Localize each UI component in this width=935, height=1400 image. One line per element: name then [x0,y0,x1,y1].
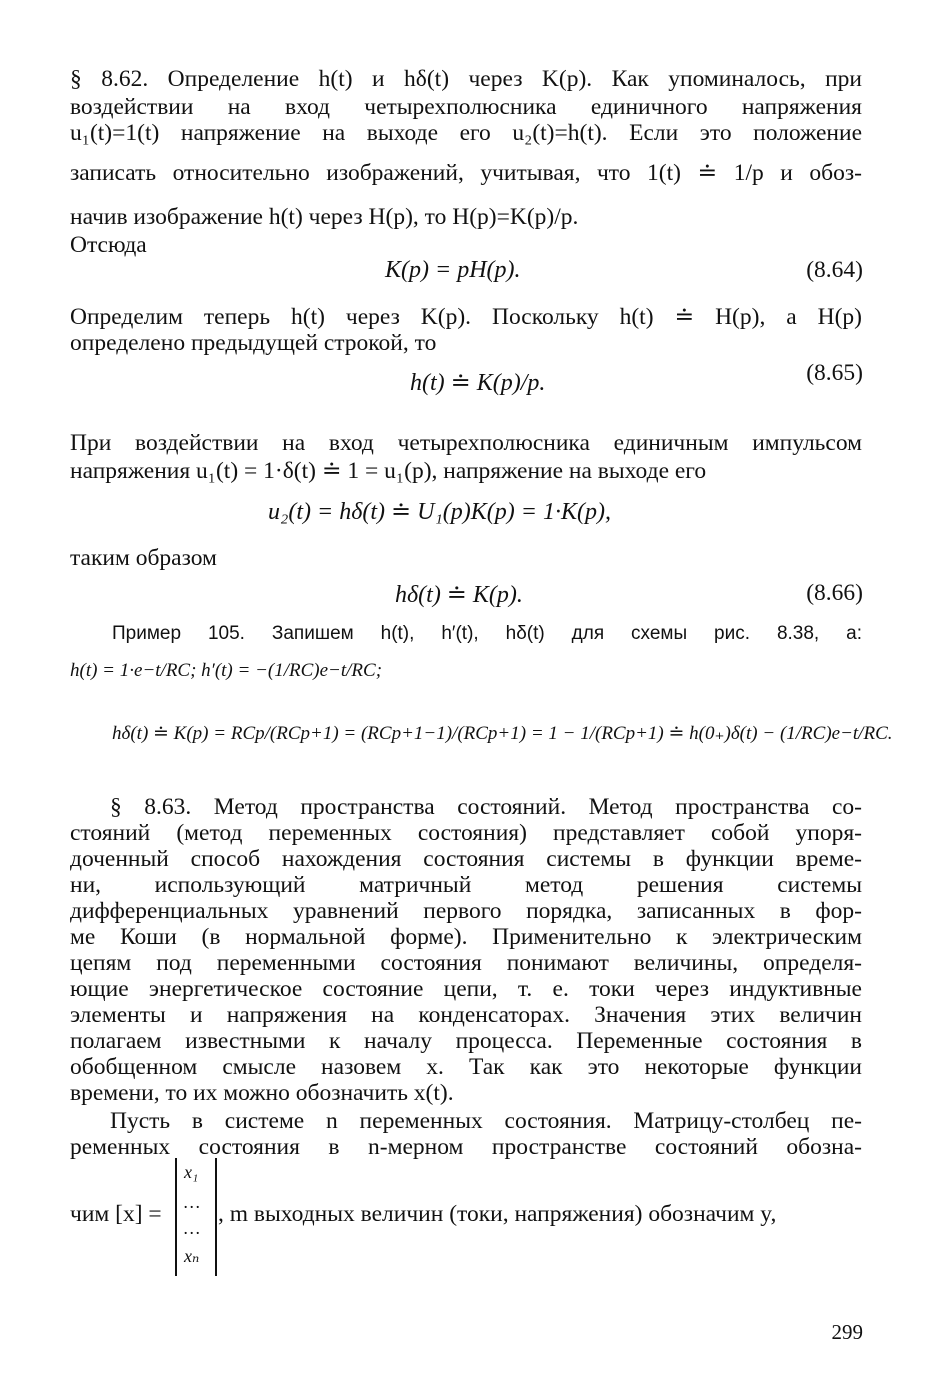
example-equation-1: h(t) = 1·e−t/RC; h′(t) = −(1/RC)e−t/RC; [70,660,383,681]
s862-line-9: При воздействии на вход четырехполюсника единичным импульсом [70,430,862,456]
s863-par2-line-3-start: чим [x] = [70,1201,162,1227]
s863-line-5: дифференциальных уравнений первого порядка, записанных в фор- [70,898,862,924]
equation-u2: u₂(t) = hδ(t) ≐ U₁(p)K(p) = 1·K(p), [268,499,611,525]
s863-line-12: времени, то их можно обозначить x(t). [70,1080,454,1106]
s863-par2-line-2: ременных состояния в n-мерном пространстве состояний обозна- [70,1134,862,1160]
s863-par2-line-3-end: , m выходных величин (токи, напряжения) обозначим y, [218,1201,777,1227]
s862-line-6: Отсюда [70,232,147,258]
equation-8-65: h(t) ≐ K(p)/p. [410,370,546,396]
s863-line-6: ме Коши (в нормальной форме). Применительно к электрическим [70,924,862,950]
s862-line-3: u₁(t)=1(t) напряжение на выходе его u₂(t)=h(t). Если это положение [70,120,862,146]
equation-number-8-65: (8.65) [806,360,863,386]
s863-par2-line-1: Пусть в системе n переменных состояния. Матрицу-столбец пе- [110,1108,862,1134]
equation-number-8-64: (8.64) [806,257,863,283]
s863-line-2: стояний (метод переменных состояния) представляет собой упоря- [70,820,862,846]
s863-line-11: обобщенном смысле назовем x. Так как это некоторые функции [70,1054,862,1080]
s862-line-7: Определим теперь h(t) через K(p). Поскольку h(t) ≐ H(p), а H(p) [70,304,862,330]
s862-line-8: определено предыдущей строкой, то [70,330,437,356]
s863-line-8: ющие энергетическое состояние цепи, т. е. токи через индуктивные [70,976,862,1002]
s863-line-7: цепям под переменными состояния понимают величины, определя- [70,950,862,976]
s862-line-10: напряжения u₁(t) = 1·δ(t) ≐ 1 = u₁(p), напряжение на выходе его [70,458,707,484]
matrix-entry-4: xₙ [184,1246,200,1266]
s863-line-4: ни, использующий матричный метод решения системы [70,872,862,898]
matrix-entry-1: x₁ [184,1162,199,1182]
s862-line-5: начив изображение h(t) через H(p), то H(p)=K(p)/p. [70,204,579,230]
equation-number-8-66: (8.66) [806,580,863,606]
matrix-entry-3: … [184,1218,201,1238]
example-equation-2: hδ(t) ≐ K(p) = RCp/(RCp+1) = (RCp+1−1)/(RCp+1) = 1 − 1/(RCp+1) ≐ h(0₊)δ(t) − (1/RC)e−t/RC. [112,723,893,744]
s863-line-1: § 8.63. Метод пространства состояний. Метод пространства со- [110,794,862,820]
s863-line-9: элементы и напряжения на конденсаторах. Значения этих величин [70,1002,862,1028]
s862-line-4: записать относительно изображений, учитывая, что 1(t) ≐ 1/p и обоз- [70,160,862,186]
s863-line-3: доченный способ нахождения состояния системы в функции време- [70,846,862,872]
equation-8-66: hδ(t) ≐ K(p). [395,582,523,608]
equation-8-64: K(p) = pH(p). [385,257,521,283]
s862-line-1: § 8.62. Определение h(t) и hδ(t) через K(p). Как упоминалось, при [70,66,862,92]
s862-line-2: воздействии на вход четырехполюсника единичного напряжения [70,94,862,120]
matrix-entry-2: … [184,1192,201,1212]
example-105-line: Пример 105. Запишем h(t), h′(t), hδ(t) для схемы рис. 8.38, а: [112,623,862,644]
page-number: 299 [831,1320,863,1344]
state-vector-matrix [175,1158,217,1276]
s863-line-10: полагаем известными к началу процесса. Переменные состояния в [70,1028,862,1054]
s862-line-11: таким образом [70,545,217,571]
